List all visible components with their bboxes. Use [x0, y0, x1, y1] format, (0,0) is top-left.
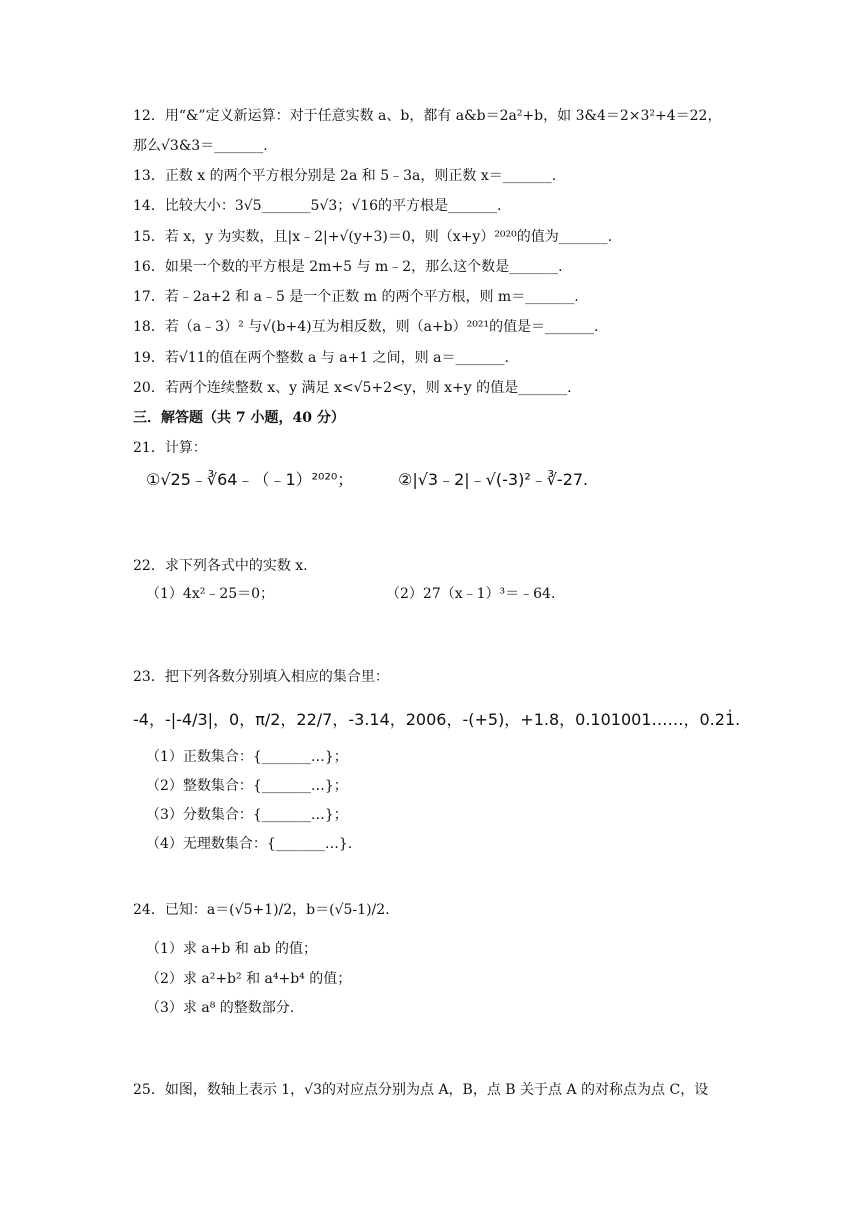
q25: 25．如图，数轴上表示 1，√3的对应点分别为点 A，B，点 B 关于点 A 的对称点为点 C，设 — [133, 1082, 709, 1098]
q23-part-1: （1）正数集合：{_______…}； — [146, 749, 348, 765]
q24-part-3: （3）求 a⁸ 的整数部分. — [146, 1000, 295, 1016]
q12-line-2: 那么√3&3＝_______. — [133, 138, 268, 154]
q18: 18．若（a﹣3）² 与√(b+4)互为相反数，则（a+b）²⁰²¹的值是＝_______. — [133, 319, 599, 335]
q22: 22．求下列各式中的实数 x. — [133, 558, 308, 574]
section-3-heading: 三．解答题（共 7 小题，40 分） — [133, 410, 345, 426]
q23-part-3: （3）分数集合：{_______…}； — [146, 807, 348, 823]
q21-part-2: ②|√3﹣2|﹣√(-3)²﹣∛-27. — [398, 470, 589, 489]
q19: 19．若√11的值在两个整数 a 与 a+1 之间，则 a＝_______. — [133, 350, 509, 366]
q20: 20．若两个连续整数 x、y 满足 x<√5+2<y，则 x+y 的值是_______. — [133, 380, 572, 396]
q22-part-1: （1）4x²﹣25＝0； — [146, 586, 275, 602]
q22-part-2: （2）27（x﹣1）³＝﹣64. — [386, 586, 556, 602]
q21-part-1: ①√25﹣∛64﹣（﹣1）²⁰²⁰； — [146, 470, 354, 489]
q16: 16．如果一个数的平方根是 2m+5 与 m﹣2，那么这个数是_______. — [133, 259, 563, 275]
q24-part-2: （2）求 a²+b² 和 a⁴+b⁴ 的值； — [146, 971, 352, 987]
q23-part-4: （4）无理数集合：{_______…}. — [146, 836, 353, 852]
q14: 14．比较大小：3√5_______5√3；√16的平方根是_______. — [133, 198, 502, 214]
q23: 23．把下列各数分别填入相应的集合里： — [133, 669, 389, 685]
q24: 24．已知：a＝(√5+1)/2，b＝(√5-1)/2. — [133, 902, 390, 918]
q24-part-1: （1）求 a+b 和 ab 的值； — [146, 941, 318, 957]
q15: 15．若 x，y 为实数，且|x﹣2|+√(y+3)＝0，则（x+y）²⁰²⁰的值为_______. — [133, 229, 613, 245]
q13: 13．正数 x 的两个平方根分别是 2a 和 5﹣3a，则正数 x＝_______. — [133, 168, 557, 184]
q23-part-2: （2）整数集合：{_______…}； — [146, 778, 348, 794]
q17: 17．若﹣2a+2 和 a﹣5 是一个正数 m 的两个平方根，则 m＝_______. — [133, 289, 579, 305]
q23-number-list: -4，-|-4/3|，0，π/2，22/7，-3.14，2006，-(+5)，+1.8，0.101001……，0.21̇. — [133, 710, 741, 729]
q12-line-1: 12．用“&”定义新运算：对于任意实数 a、b，都有 a&b＝2a²+b，如 3&4＝2×3²+4＝22， — [133, 108, 722, 124]
q21: 21．计算： — [133, 440, 207, 456]
